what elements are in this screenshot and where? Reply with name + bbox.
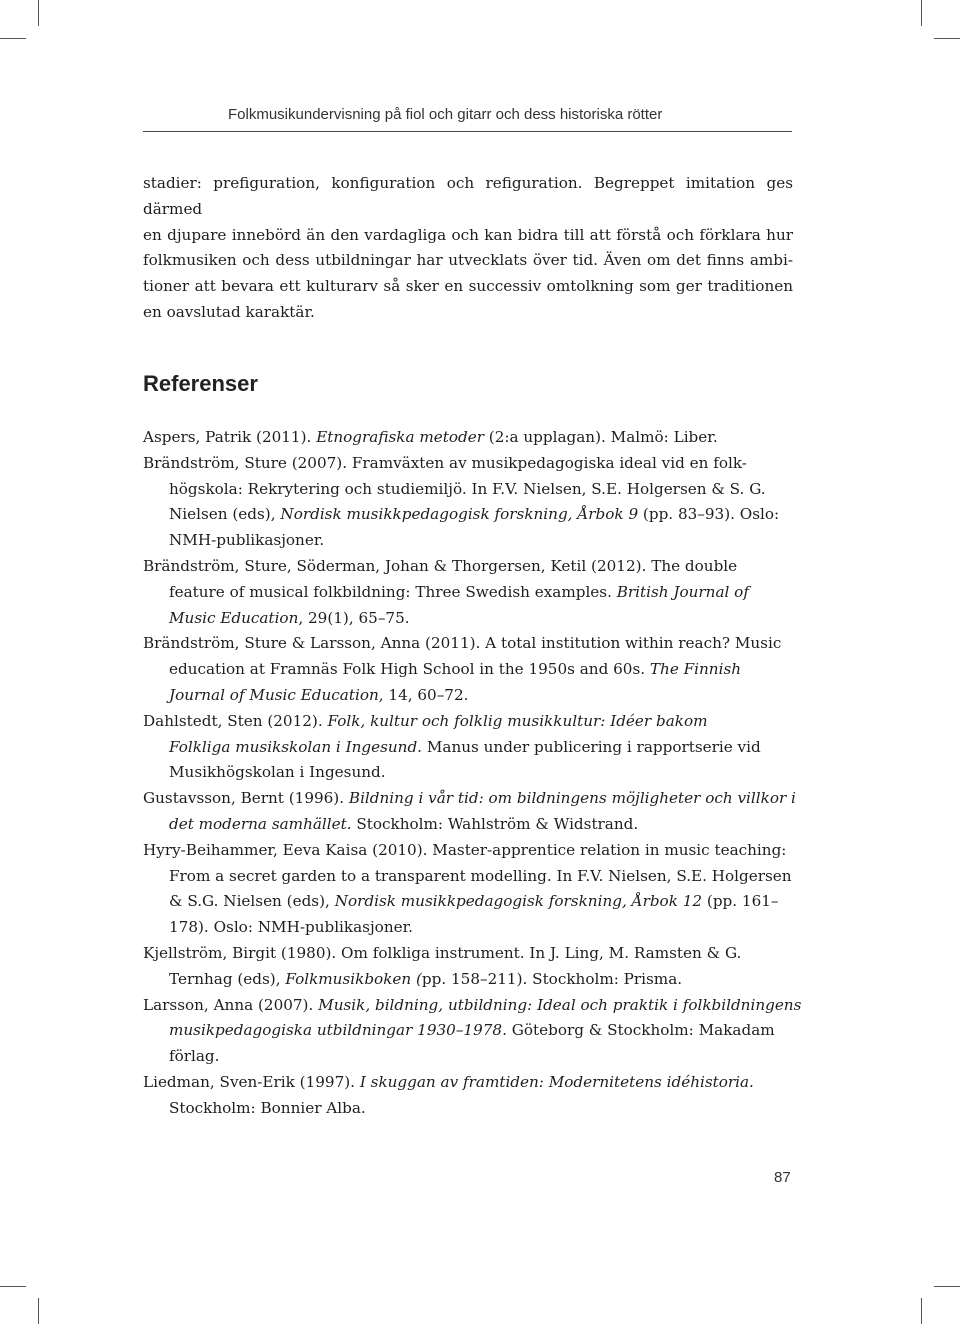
reference-line (143, 838, 793, 864)
crop-mark (38, 1298, 39, 1324)
reference-entry (143, 838, 793, 941)
reference-line (143, 683, 793, 709)
reference-line (143, 864, 793, 890)
reference-text: Göteborg & Stockholm: Makadam (506, 1021, 775, 1040)
reference-title: Nordisk musikkpedagogisk forskning, Årbok 9 (280, 505, 639, 524)
reference-text: Larsson, Anna (2007). (143, 995, 319, 1014)
reference-title: musikpedagogiska utbildningar 1930–1978. (169, 1021, 507, 1040)
reference-entry (143, 451, 793, 554)
crop-mark (934, 1286, 960, 1287)
reference-line (143, 477, 793, 503)
body-line: tioner att bevara ett kulturarv så sker en successiv omtolkning som ger traditionen (143, 277, 793, 296)
reference-line (143, 554, 793, 580)
reference-entry (143, 425, 793, 451)
reference-title: Music Education (169, 608, 299, 627)
reference-title: Folk, kultur och folklig musikkultur: Idéer bakom (327, 711, 708, 730)
reference-text: Dahlstedt, Sten (2012). (143, 711, 328, 730)
reference-entry (143, 709, 793, 786)
reference-line (143, 1018, 793, 1044)
reference-line (143, 580, 793, 606)
crop-mark (934, 38, 960, 39)
reference-line (143, 993, 802, 1019)
page-number: 87 (774, 1169, 791, 1186)
reference-list (143, 425, 802, 1122)
reference-title: Nordisk musikkpedagogisk forskning, Årbok 12 (334, 892, 703, 911)
reference-text: 178). Oslo: NMH-publikasjoner. (169, 918, 414, 937)
reference-text: (pp. 161– (702, 892, 779, 911)
reference-line (143, 967, 793, 993)
reference-line (143, 812, 793, 838)
reference-entry (143, 786, 796, 838)
reference-text: From a secret garden to a transparent modelling. In F.V. Nielsen, S.E. Holgersen (169, 866, 792, 885)
crop-mark (0, 38, 26, 39)
reference-title: Etnografiska metoder (316, 428, 484, 446)
reference-line (143, 889, 793, 915)
reference-text: Kjellström, Birgit (1980). Om folkliga instrument. In J. Ling, M. Ramsten & G. (143, 943, 742, 962)
reference-text: Brändström, Sture & Larsson, Anna (2011). A total institution within reach? Music (143, 634, 782, 653)
reference-entry (143, 993, 802, 1070)
reference-text: (2:a upplagan). Malmö: Liber. (483, 428, 718, 446)
reference-title: Musik, bildning, utbildning: Ideal och praktik i folkbildningens (318, 995, 802, 1014)
reference-line (143, 941, 793, 967)
section-heading: Referenser (143, 371, 258, 396)
reference-text: Nielsen (eds), (169, 505, 281, 524)
reference-entry (143, 554, 793, 631)
reference-line (143, 631, 793, 657)
reference-line (143, 735, 793, 761)
reference-text: Aspers, Patrik (2011). (143, 428, 317, 446)
reference-title: Bildning i vår tid: om bildningens möjligheter och villkor i (348, 789, 796, 808)
reference-title: The Finnish (649, 660, 742, 679)
reference-text: Gustavsson, Bernt (1996). (143, 789, 349, 808)
body-line: stadier: prefiguration, konfiguration och refiguration. Begreppet imitation ges därmed (143, 174, 793, 218)
reference-text: feature of musical folkbildning: Three Swedish examples. (169, 582, 617, 601)
reference-line (143, 528, 793, 554)
reference-text: (pp. 83–93). Oslo: (638, 505, 780, 524)
reference-text: pp. 158–211). Stockholm: Prisma. (421, 969, 683, 988)
reference-text: & S.G. Nielsen (eds), (169, 892, 335, 911)
running-head: Folkmusikundervisning på fiol och gitarr och dess historiska rötter (228, 106, 663, 123)
reference-line (143, 1044, 793, 1070)
crop-mark (921, 0, 922, 26)
reference-text: Brändström, Sture, Söderman, Johan & Thorgersen, Ketil (2012). The double (143, 556, 738, 575)
reference-title: det moderna samhället. (169, 814, 352, 833)
reference-text: , 14, 60–72. (378, 685, 469, 704)
crop-mark (0, 1286, 26, 1287)
body-paragraph (143, 171, 793, 326)
header-rule (143, 131, 792, 132)
body-line: en oavslutad karaktär. (143, 302, 315, 321)
reference-text: förlag. (169, 1047, 220, 1066)
reference-line (143, 606, 793, 632)
reference-line (143, 425, 793, 451)
reference-entry (143, 631, 793, 708)
reference-text: Stockholm: Wahlström & Widstrand. (351, 814, 639, 833)
reference-text: , 29(1), 65–75. (298, 608, 410, 627)
reference-line (143, 502, 793, 528)
reference-line (143, 915, 793, 941)
reference-text: NMH-publikasjoner. (169, 531, 325, 550)
reference-entry (143, 1070, 793, 1122)
body-line: folkmusiken och dess utbildningar har utvecklats över tid. Även om det finns ambi- (143, 251, 793, 270)
reference-title: Folkliga musikskolan i Ingesund. (169, 737, 423, 756)
reference-entry (143, 941, 793, 993)
reference-text: Ternhag (eds), (169, 969, 286, 988)
reference-line (143, 760, 793, 786)
reference-text: education at Framnäs Folk High School in the 1950s and 60s. (169, 660, 650, 679)
reference-text: Stockholm: Bonnier Alba. (169, 1098, 366, 1117)
reference-text: Hyry-Beihammer, Eeva Kaisa (2010). Master-apprentice relation in music teaching: (143, 840, 787, 859)
body-line: en djupare innebörd än den vardagliga och kan bidra till att förstå och förklara hur (143, 225, 793, 244)
crop-mark (921, 1298, 922, 1324)
reference-text: Musikhögskolan i Ingesund. (169, 763, 386, 782)
reference-text: högskola: Rekrytering och studiemiljö. In F.V. Nielsen, S.E. Holgersen & S. G. (169, 479, 766, 498)
reference-text: Brändström, Sture (2007). Framväxten av musikpedagogiska ideal vid en folk- (143, 453, 747, 472)
reference-line (143, 657, 793, 683)
crop-mark (38, 0, 39, 26)
reference-line (143, 451, 793, 477)
reference-title: British Journal of (616, 582, 749, 601)
reference-line (143, 1070, 793, 1096)
reference-text: Liedman, Sven-Erik (1997). (143, 1072, 360, 1091)
reference-text: Manus under publicering i rapportserie vid (422, 737, 761, 756)
reference-line (143, 786, 796, 812)
reference-line (143, 709, 793, 735)
reference-line (143, 1096, 793, 1122)
reference-title: I skuggan av framtiden: Modernitetens idéhistoria. (359, 1072, 754, 1091)
reference-title: Folkmusikboken ( (285, 969, 422, 988)
reference-title: Journal of Music Education (169, 685, 379, 704)
